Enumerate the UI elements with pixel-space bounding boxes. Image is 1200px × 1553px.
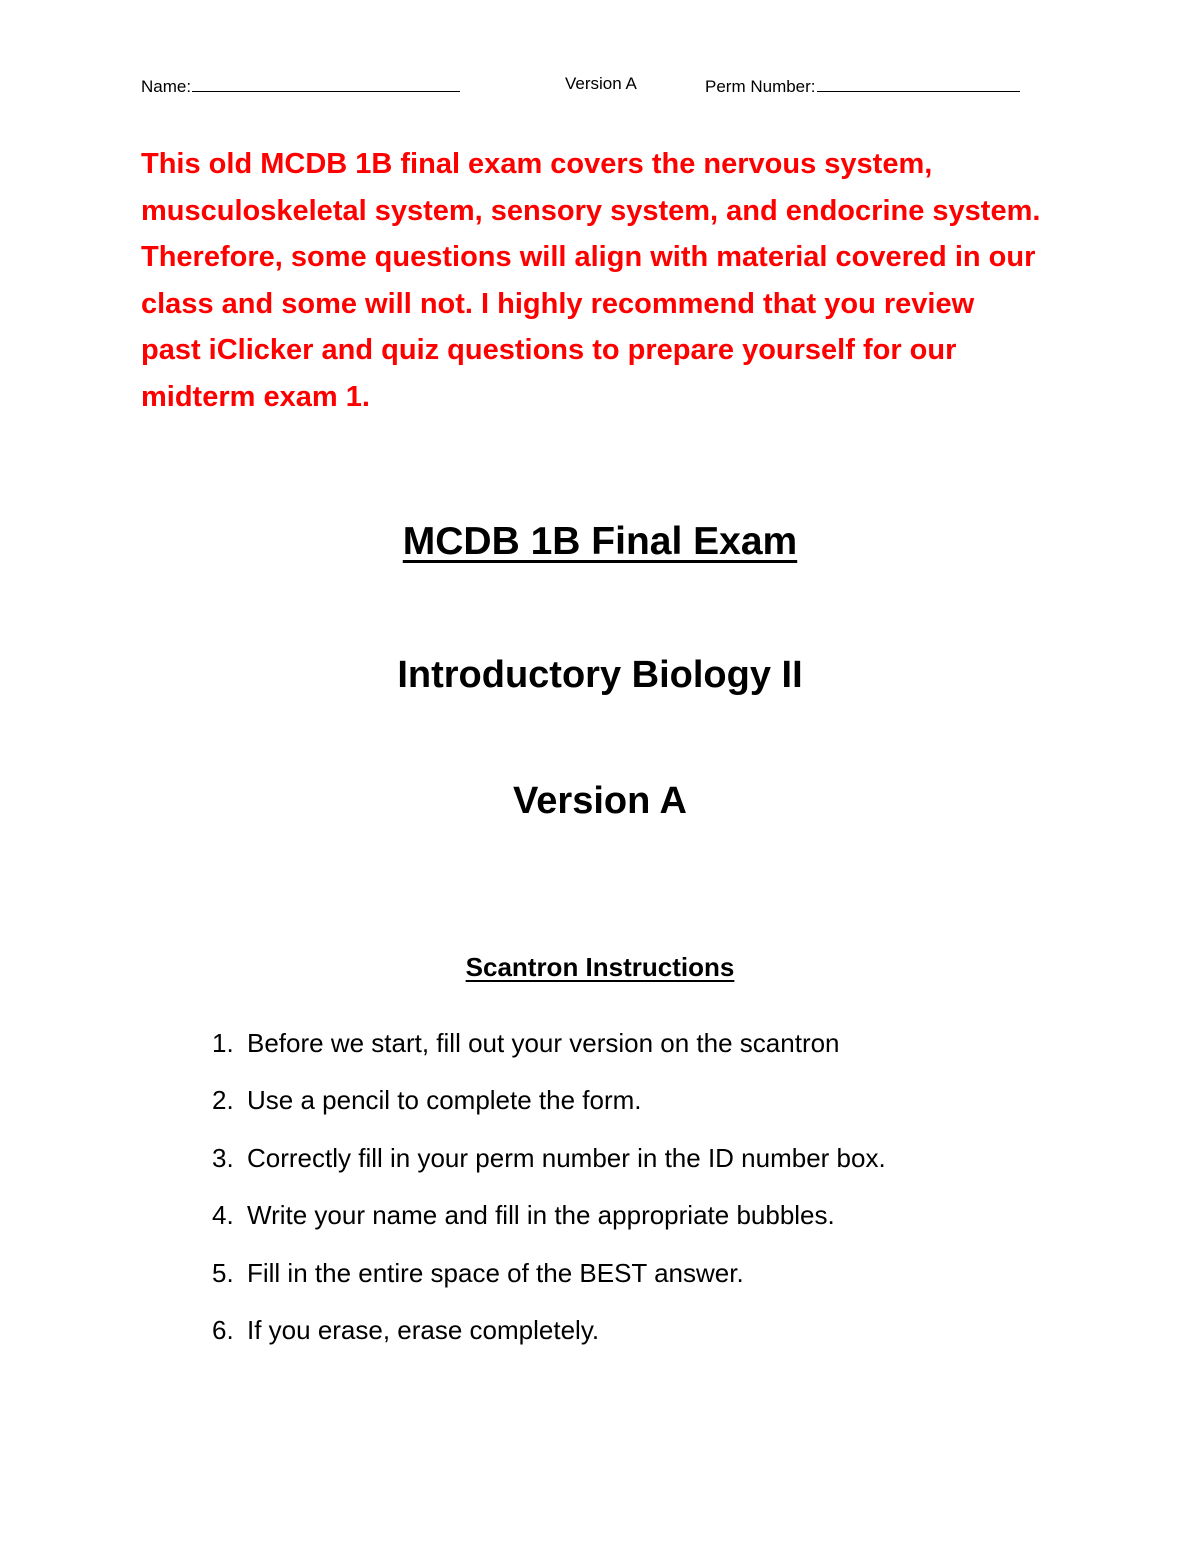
list-item <box>212 1083 886 1140</box>
header-line <box>0 74 1200 98</box>
perm-number-label: Perm Number: <box>705 77 816 96</box>
list-item-number: 3. <box>212 1142 234 1173</box>
name-label: Name: <box>141 77 192 96</box>
list-item-text: Use a pencil to complete the form. <box>247 1085 642 1116</box>
name-field <box>141 74 460 97</box>
list-item-number: 5. <box>212 1257 234 1288</box>
perm-number-field <box>705 74 1020 97</box>
list-item-text: Fill in the entire space of the BEST answer. <box>247 1257 744 1288</box>
exam-title <box>0 520 1200 564</box>
name-blank-line <box>192 74 460 92</box>
version-title: Version A <box>513 780 687 822</box>
list-item-text: Write your name and fill in the appropriate bubbles. <box>247 1200 835 1231</box>
list-item <box>212 1141 886 1198</box>
list-item <box>212 1198 886 1255</box>
list-item-number: 1. <box>212 1028 234 1058</box>
list-item-number: 4. <box>212 1200 234 1231</box>
course-title: Introductory Biology II <box>397 654 803 696</box>
list-item <box>212 1256 886 1313</box>
header-version-label: Version A <box>565 74 637 93</box>
list-item-number: 6. <box>212 1314 234 1345</box>
scantron-heading-text: Scantron Instructions <box>465 952 735 982</box>
perm-number-blank-line <box>817 74 1020 92</box>
list-item-text: Correctly fill in your perm number in the ID number box. <box>247 1142 886 1173</box>
scantron-instructions-list <box>212 1026 886 1370</box>
list-item-text: Before we start, fill out your version on the scantron <box>247 1028 840 1058</box>
list-item-number: 2. <box>212 1085 234 1116</box>
list-item <box>212 1026 886 1083</box>
red-notice: This old MCDB 1B final exam covers the nervous system, musculoskeletal system, sensory system, and endocrine system. Therefore, some questions will align with material covered in our class and some will not. I highly recommend that you review past iClicker and quiz questions to prepare yourself for our midterm exam 1. <box>141 148 1041 413</box>
exam-title-text: MCDB 1B Final Exam <box>402 520 798 563</box>
list-item-text: If you erase, erase completely. <box>247 1314 600 1345</box>
list-item <box>212 1313 886 1370</box>
scantron-heading <box>0 952 1200 983</box>
